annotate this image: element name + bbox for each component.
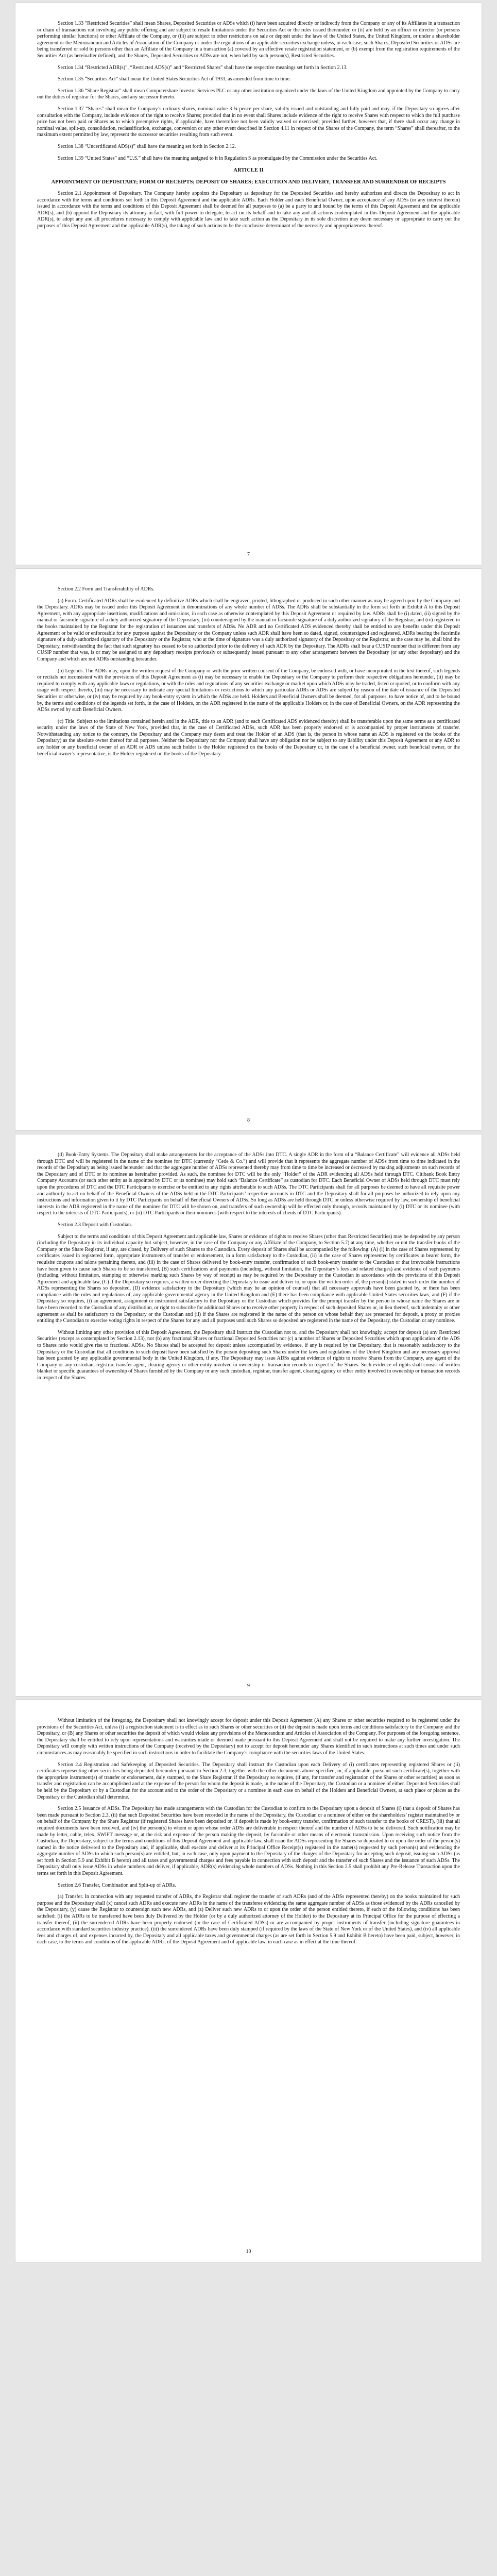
paragraph: (a) Form. Certificated ADRs shall be evidenced by definitive ADRs which shall be engraved, printed, lithographed or produced in such other manner as may be agreed upon by the Company and the Depositary. ADRs may be issued under this Deposit Agreement in denominations of any whole number of ADSs. The ADRs shall be substantially in the form set forth in Exhibit A to this Deposit Agreement, with any appropriate insertions, modifications and omissions, in each case as otherwise contemplated by this Deposit Agreement or required by law. ADRs shall be (i) dated, (ii) signed by the manual or facsimile signature of a duly authorized signatory of the Depositary, (iii) countersigned by the manual or facsimile signature of a duly authorized signatory of the Registrar, and (iv) registered in the books maintained by the Registrar for the registration of issuances and transfers of ADSs. No ADR and no Certificated ADS evidenced thereby shall be entitled to any benefits under this Deposit Agreement or be valid or enforceable for any purpose against the Depositary or the Company unless such ADR shall have been so dated, signed, countersigned and registered. ADRs bearing the facsimile signature of a duly-authorized signatory of the Depositary or the Registrar, who at the time of signature was a duly authorized signatory of the Depositary or the Registrar, as the case may be, shall bind the Depositary, notwithstanding the fact that such signatory has ceased to be so authorized prior to the delivery of such ADR by the Depositary. The ADRs shall bear a CUSIP number that is different from any CUSIP number that was, is or may be assigned to any depositary receipts previously or subsequently issued pursuant to any other arrangement between the Depositary (or any other depositary) and the Company and which are not ADRs outstanding hereunder. <box>37 598 461 662</box>
paragraph: Section 2.4 Registration and Safekeeping of Deposited Securities. The Depositary shall instruct the Custodian upon each Delivery of (i) certificates representing registered Shares or (ii) certificates representing other securities being deposited hereunder pursuant to Section 2.3, together with the other documents above specified, or, if applicable, pursuant such certificate(s), together with the appropriate instrument(s) of transfer or endorsement, duly stamped, to the Share Registrar, if the Depositary so requires, (if any, for transfer and registration of the Shares or other securities) as soon as transfer and registration can be accomplished and at the expense of the person for whom the deposit is made, in the name of the Depositary, the Custodian or a nominee of either. Deposited Securities shall be held by the Depositary or by a Custodian for the account and to the order of the Depositary or a nominee in each case on behalf of the Holders and Beneficial Owners, at such place or places as the Depositary or the Custodian shall determine. <box>37 1761 461 1800</box>
page-body <box>37 21 460 536</box>
page-number: 8 <box>247 1117 250 1123</box>
page-body <box>37 1152 460 1667</box>
paragraph: (c) Title. Subject to the limitations contained herein and in the ADR, title to an ADR (and to each Certificated ADS evidenced thereby) shall be transferable upon the same terms as a certificated security under the laws of the State of New York, provided that, in the case of Certificated ADSs, such ADR has been properly endorsed or is accompanied by proper instruments of transfer. Notwithstanding any notice to the contrary, the Depositary and the Company may deem and treat the Holder of an ADS (that is, the person in whose name an ADS is registered on the books of the Depositary) as the absolute owner thereof for all purposes. Neither the Depositary nor the Company shall have any obligation nor be subject to any liability under this Deposit Agreement or any ADR to any holder or any beneficial owner of an ADR or ADS unless such holder is the Holder registered on the books of the Depositary or, in the case of a beneficial owner, such beneficial owner, or the beneficial owner’s representative, is the Holder registered on the books of the Depositary. <box>37 718 461 757</box>
paragraph: Section 2.6 Transfer, Combination and Split-up of ADRs. <box>58 1882 176 1888</box>
paragraph: Section 1.34 “Restricted ADR(s)”, “Restricted ADS(s)” and “Restricted Shares” shall have the respective meanings set forth in Section 2.13. <box>58 64 348 71</box>
document-page <box>15 1700 482 2262</box>
page-body <box>37 1718 460 2233</box>
paragraph: Section 1.38 “Uncertificated ADS(s)” shall have the meaning set forth in Section 2.12. <box>58 143 236 149</box>
page-number: 7 <box>247 552 250 557</box>
article-heading: ARTICLE II <box>233 167 264 174</box>
paragraph: Section 2.5 Issuance of ADSs. The Depositary has made arrangements with the Custodian for the Custodian to confirm to the Depositary upon a deposit of Shares (i) that a deposit of Shares has been made pursuant to Section 2.3, (ii) that such Deposited Securities have been recorded in the name of the Depositary, the Custodian or a nominee of either on the shareholders’ register maintained by or on behalf of the Company by the Share Registrar (if registered Shares have been deposited or, if deposit is made by book-entry transfer, confirmation of such transfer to the books of CREST), (iii) that all required documents have been received, and (iv) the person(s) to whom or upon whose order ADSs are deliverable in respect thereof and the number of ADSs to be so delivered. Such notification may be made by letter, cable, telex, SWIFT message or, at the risk and expense of the person making the deposit, by facsimile or other means of electronic transmission. Upon receiving such notice from the Custodian, the Depositary, subject to the terms and conditions of this Deposit Agreement and applicable law, shall issue the ADSs representing the Shares so deposited to or upon the order of the person(s) named in the notice delivered to the Depositary and, if applicable, shall execute and deliver at its Principal Office Receipt(s) registered in the name(s) requested by such person(s) and evidencing the aggregate number of ADSs to which such person(s) are entitled, but, in each case, only upon payment to the Depositary of the charges of the Depositary for accepting such deposit, issuing such ADSs (as set forth in Section 5.9 and Exhibit B hereto) and all taxes and governmental charges and fees payable in connection with such deposit and the transfer of such Shares and the issuance of such ADSs. The Depositary shall only issue ADSs in whole numbers and deliver, if applicable, ADR(s) evidencing whole numbers of ADSs. Nothing in this Section 2.5 shall prohibit any Pre-Release Transaction upon the terms set forth in this Deposit Agreement. <box>37 1806 461 1877</box>
paragraph: Section 1.37 “Shares” shall mean the Company’s ordinary shares, nominal value 3 ¼ pence per share, validly issued and outstanding and fully paid and may, if the Depositary so agrees after consultation with the Company, include evidence of the right to receive Shares; provided that in no event shall Shares include evidence of the right to receive Shares with respect to which the full purchase price has not been paid or Shares as to which preemptive rights, if applicable, have theretofore not been validly waived or exercised; provided further, however that, if there shall occur any change in nominal value, split-up, consolidation, reclassification, exchange, conversion or any other event described in Section 4.11 in respect of the Shares of the Company, the term “Shares” shall thereafter, to the maximum extent permitted by law, represent the successor securities resulting from such event. <box>37 106 461 138</box>
paragraph: Without limiting any other provision of this Deposit Agreement, the Depositary shall instruct the Custodian not to, and the Depositary shall not knowingly, accept for deposit (a) any Restricted Securities (except as contemplated by Section 2.13), nor (b) any fractional Shares or fractional Deposited Securities nor (c) a number of Shares or Deposited Securities which upon application of the ADS to Shares ratio would give rise to fractional ADSs. No Shares shall be accepted for deposit unless accompanied by evidence, if any is required by the Depositary, that is reasonably satisfactory to the Depositary or the Custodian that all conditions to such deposit have been satisfied by the person depositing such Shares under the laws and regulations of the United Kingdom and any necessary approval has been granted by any applicable governmental body in the United Kingdom, if any. The Depositary may issue ADSs against evidence of rights to receive Shares from the Company, any agent of the Company or any custodian, registrar, transfer agent, clearing agency or other entity involved in ownership or transaction records in respect of the Shares. Such evidence of rights shall consist of written blanket or specific guarantees of ownership of Shares furnished by the Company or any such custodian, registrar, transfer agent, clearing agency or other entity involved in ownership or transaction records in respect of the Shares. <box>37 1329 461 1381</box>
paragraph: Section 1.36 “Share Registrar” shall mean Computershare Investor Services PLC or any other institution organized under the laws of the United Kingdom and appointed by the Company to carry out the duties of registrar for the Shares, and any successor thereto. <box>37 88 461 100</box>
paragraph: Subject to the terms and conditions of this Deposit Agreement and applicable law, Shares or evidence of rights to receive Shares (other than Restricted Securities) may be deposited by any person (including the Depositary in its individual capacity but subject, however, in the case of the Company or any Affiliate of the Company, to Section 5.7) at any time, whether or not the transfer books of the Company or the Share Registrar, if any, are closed, by Delivery of such Shares to the Custodian. Every deposit of Shares shall be accompanied by the following: (A) (i) in the case of Shares represented by certificates issued in registered form, appropriate instruments of transfer or endorsement, in a form satisfactory to the Custodian, (ii) in the case of Shares represented by certificates in bearer form, the requisite coupons and talons pertaining thereto, and (iii) in the case of Shares delivered by book-entry transfer, confirmation of such book-entry transfer to the Custodian or that irrevocable instructions have been given to cause such Shares to be so transferred, (B) such certifications and payments (including, without limitation, the Depositary’s fees and related charges) and evidence of such payments (including, without limitation, stamping or otherwise marking such Shares by way of receipt) as may be required by the Depositary or the Custodian in accordance with the provisions of this Deposit Agreement and applicable law, (C) if the Depositary so requires, a written order directing the Depositary to issue and deliver to, or upon the written order of, the person(s) stated in such order the number of ADSs representing the Shares so deposited, (D) evidence satisfactory to the Depositary (which may be an opinion of counsel) that all necessary approvals have been granted by, or there has been compliance with the rules and regulations of, any applicable governmental agency in the United Kingdom and (E) there has been compliance with applicable United States securities laws, and (F) if the Depositary so requires, (i) an agreement, assignment or instrument satisfactory to the Depositary or the Custodian which provides for the prompt transfer by the person in whose name the Shares are or have been recorded to the Custodian of any distribution, or right to subscribe for additional Shares or to receive other property in respect of such deposited Shares or, in lieu thereof, such indemnity or other agreement as shall be satisfactory to the Depositary or the Custodian and (ii) if the Shares are registered in the name of the person on whose behalf they are presented for deposit, a proxy or proxies entitling the Custodian to exercise voting rights in respect of the Shares for any and all purposes until such Shares so deposited are registered in the name of the Depositary, the Custodian or any nominee. <box>37 1233 461 1324</box>
paragraph: Without limitation of the foregoing, the Depositary shall not knowingly accept for deposit under this Deposit Agreement (A) any Shares or other securities required to be registered under the provisions of the Securities Act, unless (i) a registration statement is in effect as to such Shares or other securities or (ii) the deposit is made upon terms and conditions satisfactory to the Company and the Depositary, or (B) any Shares or other securities the deposit of which would violate any provisions of the Memorandum and Articles of Association of the Company. For purposes of the foregoing sentence, the Depositary shall be entitled to rely upon representations and warranties made or deemed made pursuant to this Deposit Agreement and shall not be required to make any further investigation. The Depositary will comply with written instructions of the Company (received by the Depositary) not to accept for deposit hereunder any Shares identified in such instructions at such times and under such circumstances as may reasonably be specified in such instructions in order to facilitate the Company’s compliance with the securities laws of the United States. <box>37 1718 461 1756</box>
page-number: 10 <box>246 2249 251 2255</box>
paragraph: Section 1.33 “Restricted Securities” shall mean Shares, Deposited Securities or ADSs which (i) have been acquired directly or indirectly from the Company or any of its Affiliates in a transaction or chain of transactions not involving any public offering and are subject to resale limitations under the Securities Act or the rules issued thereunder, or (ii) are held by an officer or director (or persons performing similar functions) or other Affiliate of the Company, or (iii) are subject to other restrictions on sale or deposit under the laws of the United States, the United Kingdom, or under a shareholder agreement or the Memorandum and Articles of Association of the Company or under the regulations of an applicable securities exchange unless, in each case, such Shares, Deposited Securities or ADSs are being transferred or sold to persons other than an Affiliate of the Company in a transaction (a) covered by an effective resale registration statement, or (b) exempt from the registration requirements of the Securities Act (as hereinafter defined), and the Shares, Deposited Securities or ADSs are not, when held by such person(s), Restricted Securities. <box>37 21 461 59</box>
paragraph: (a) Transfer. In connection with any requested transfer of ADRs, the Registrar shall register the transfer of such ADRs (and of the ADSs represented thereby) on the books maintained for such purpose and the Depositary shall (x) cancel such ADRs and execute new ADRs in the name of the transferee evidencing the same aggregate number of ADSs as those evidenced by the ADRs cancelled by the Depositary, (y) cause the Registrar to countersign such new ADRs, and (z) Deliver such new ADRs to or upon the order of the person entitled thereto, if each of the following conditions has been satisfied: (i) the ADRs to be transferred have been duly Delivered by the Holder (or by a duly authorized attorney of the Holder) to the Depositary at its Principal Office for the purpose of effecting a transfer thereof, (ii) the surrendered ADRs have been properly endorsed (in the case of Certificated ADSs) or are accompanied by proper instruments of transfer (including signature guarantees in accordance with standard securities industry practice), (iii) the surrendered ADRs have been duly stamped (if required by the laws of the State of New York or of the United States), and (iv) all applicable fees and charges of, and expenses incurred by, the Depositary and all applicable taxes and governmental charges (as are set forth in Section 5.9 and Exhibit B hereto) have been paid, subject, however, in each case, to the terms and conditions of the applicable ADRs, of the Deposit Agreement and of applicable law, in each case as in effect at the time thereof. <box>37 1894 461 1945</box>
page-number: 9 <box>247 1683 250 1689</box>
paragraph: Section 1.39 “United States” and “U.S.” shall have the meaning assigned to it in Regulation S as promulgated by the Commission under the Securities Act. <box>58 155 378 161</box>
paragraph: Section 2.1 Appointment of Depositary. The Company hereby appoints the Depositary as depositary for the Deposited Securities and hereby authorizes and directs the Depositary to act in accordance with the terms and conditions set forth in this Deposit Agreement and the applicable ADRs. Each Holder and each Beneficial Owner, upon acceptance of any ADSs (or any interest therein) issued in accordance with the terms and conditions of this Deposit Agreement shall be deemed for all purposes to (a) be a party to and bound by the terms of this Deposit Agreement and the applicable ADR(s), and (b) appoint the Depositary its attorney-in-fact, with full power to delegate, to act on its behalf and to take any and all actions contemplated in this Deposit Agreement and the applicable ADR(s), to adopt any and all procedures necessary to comply with applicable law and to take such action as the Depositary in its sole discretion may deem necessary or appropriate to carry out the purposes of this Deposit Agreement and the applicable ADR(s), the taking of such actions to be the conclusive determinant of the necessity and appropriateness thereof. <box>37 191 461 229</box>
document-page <box>15 3 482 565</box>
paragraph: Section 2.2 Form and Transferability of ADRs. <box>58 586 155 592</box>
paragraph: (d) Book-Entry Systems. The Depositary shall make arrangements for the acceptance of the ADSs into DTC. A single ADR in the form of a “Balance Certificate” will evidence all ADSs held through DTC and will be registered in the name of the nominee for DTC (currently “Cede & Co.”) and will provide that it represents the aggregate number of ADSs from time to time indicated in the records of the Depositary as being issued hereunder and that the aggregate number of ADSs represented thereby may from time to time be increased or decreased by making adjustments on such records of the Depositary and of DTC or its nominee as hereinafter provided. As such, the nominee for DTC will be the only “Holder” of the ADR evidencing all ADSs held through DTC. Citibank Book Entry Company Accounts (or such other entity as is appointed by DTC or its nominee) may hold such “Balance Certificate” as custodian for DTC. Each Beneficial Owner of ADSs held through DTC must rely upon the procedures of DTC and the DTC Participants to exercise or be entitled to any rights attributable to such ADSs. The DTC Participants shall for all purposes be deemed to have all requisite power and authority to act on behalf of the Beneficial Owners of the ADSs held in the DTC Participants’ respective accounts in DTC and the Depositary shall for all purposes be authorized to rely upon any instructions and information given to it by DTC Participants on behalf of Beneficial Owners of ADSs. So long as ADSs are held through DTC or unless otherwise required by law, ownership of beneficial interests in the ADR registered in the name of the nominee for DTC will be shown on, and transfers of such ownership will be effected only through, records maintained by (i) DTC or its nominee (with respect to the interests of DTC Participants), or (ii) DTC Participants or their nominees (with respect to the interests of clients of DTC Participants). <box>37 1152 461 1216</box>
article-heading: APPOINTMENT OF DEPOSITARY; FORM OF RECEIPTS; DEPOSIT OF SHARES; EXECUTION AND DELIVERY, TRANSFER AND SURRENDER OF RECEIPTS <box>51 179 446 185</box>
paragraph: (b) Legends. The ADRs may, upon the written request of the Company or with the prior written consent of the Company, be endorsed with, or have incorporated in the text thereof, such legends or recitals not inconsistent with the provisions of this Deposit Agreement as (i) may be necessary to enable the Depositary or the Company to perform their respective obligations hereunder, (ii) may be required to comply with any applicable laws or regulations, or with the rules and regulations of any securities exchange or market upon which ADSs may be traded, listed or quoted, or to conform with any usage with respect thereto, (iii) may be necessary to indicate any special limitations or restrictions to which any particular ADRs or ADSs are subject by reason of the date of issuance of the Deposited Securities or otherwise, or (iv) may be required by any book-entry system in which the ADSs are held. Holders and Beneficial Owners shall be deemed, for all purposes, to have notice of, and to be bound by, the terms and conditions of the legends set forth, in the case of Holders, on the ADR registered in the name of the applicable Holders or, in the case of Beneficial Owners, on the ADR representing the ADSs owned by such Beneficial Owners. <box>37 668 461 713</box>
paragraph: Section 1.35 “Securities Act” shall mean the United States Securities Act of 1933, as amended from time to time. <box>58 76 291 82</box>
document-viewer[interactable] <box>0 3 497 2262</box>
document-page <box>15 569 482 1130</box>
page-body <box>37 586 460 1101</box>
paragraph: Section 2.3 Deposit with Custodian. <box>58 1222 132 1228</box>
document-page <box>15 1134 482 1696</box>
